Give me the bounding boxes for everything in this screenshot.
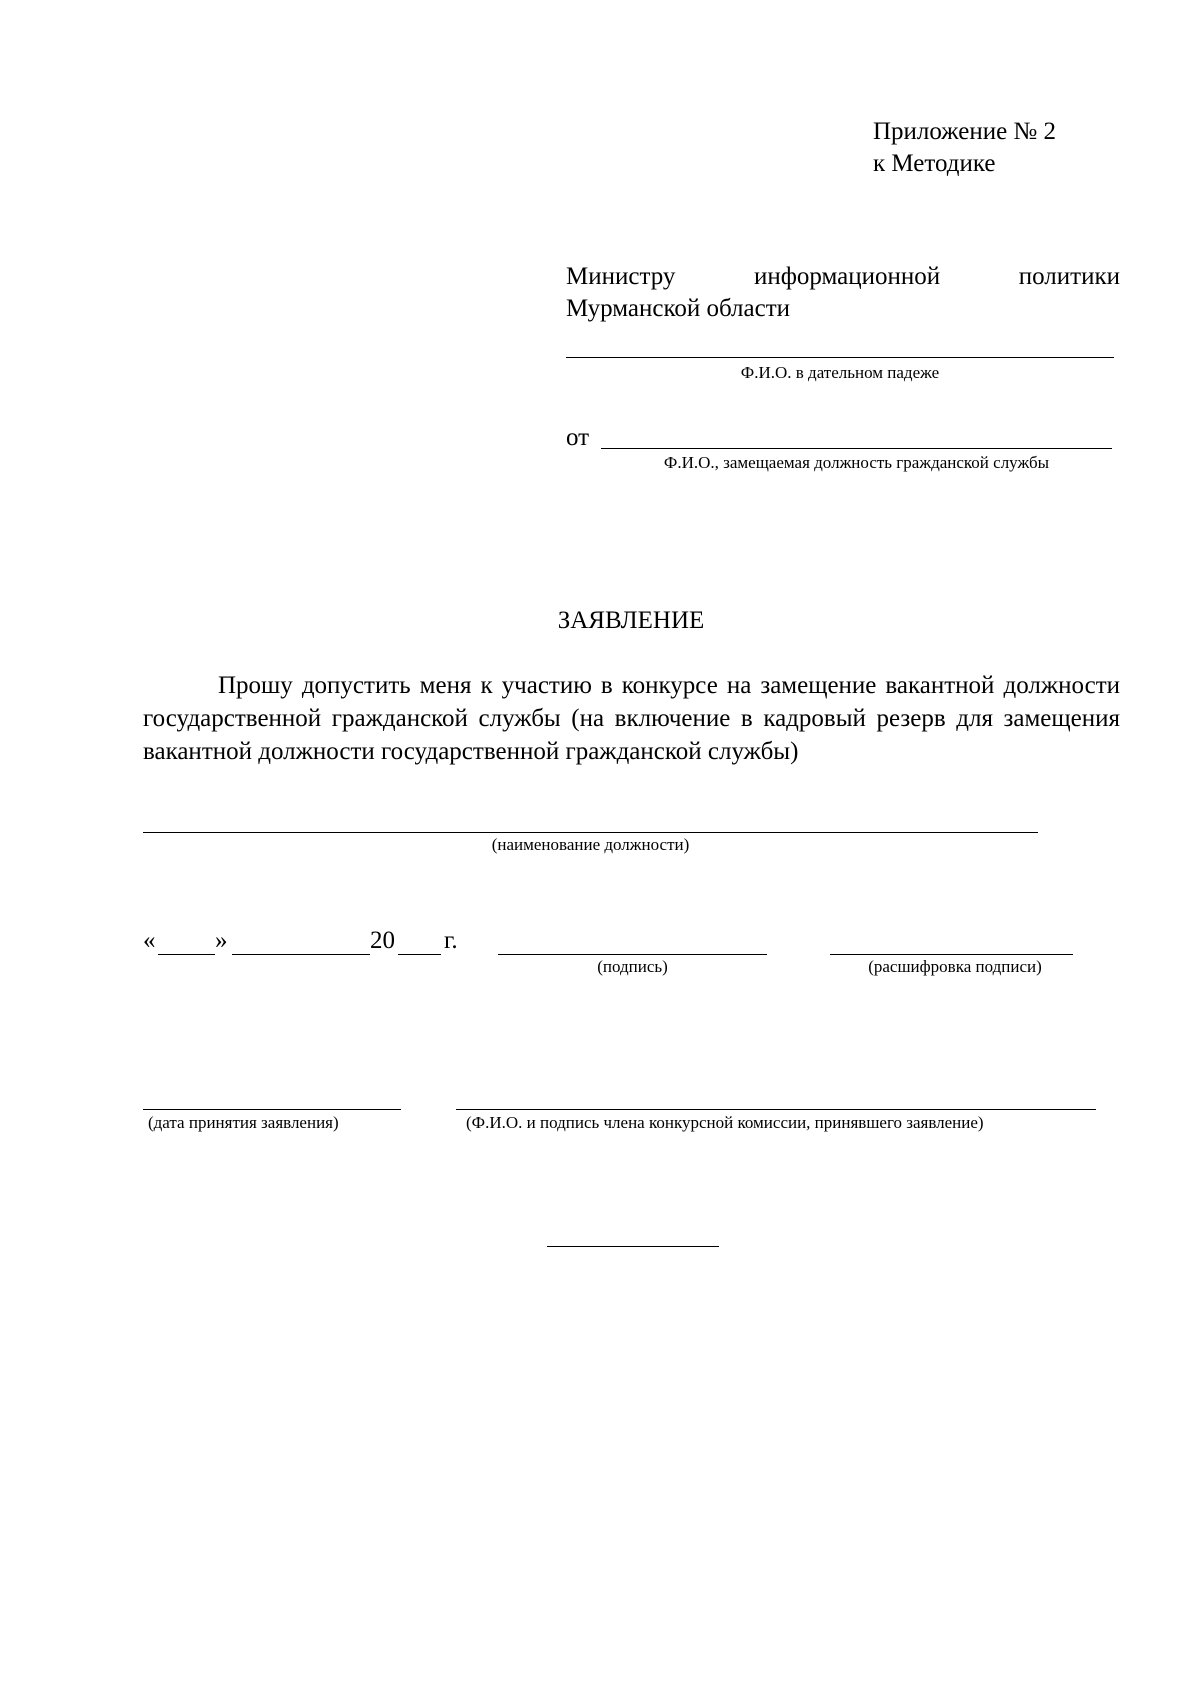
date-close-quote: » [215,927,228,954]
application-text-line: службы) [707,738,799,765]
application-text-line: Прошу допустить меня к участию в конкурсе на замещение вакантной [218,672,995,699]
acceptance-date-caption: (дата принятия заявления) [148,1113,339,1132]
commission-member-field[interactable] [456,1109,1096,1110]
from-label: от [566,424,590,451]
addressee-word: информационной [753,263,941,290]
signature-caption: (подпись) [597,957,668,976]
application-text-line: резерв для замещения вакантной должности государственной гражданской [143,705,1121,765]
appendix-reference: к Методике [873,150,996,177]
year-field[interactable] [398,954,441,955]
month-field[interactable] [232,954,370,955]
year-suffix: г. [444,927,458,954]
year-prefix: 20 [370,927,395,954]
appendix-number: Приложение № 2 [873,118,1057,145]
document-title: ЗАЯВЛЕНИЕ [557,607,705,634]
addressee-line-1 [566,261,1120,293]
recipient-fio-caption: Ф.И.О. в дательном падеже [740,363,940,382]
position-name-caption: (наименование должности) [491,835,690,854]
addressee-line-2: Мурманской области [566,295,791,322]
acceptance-date-field[interactable] [143,1109,401,1110]
signature-field[interactable] [498,954,767,955]
signature-decoding-field[interactable] [830,954,1073,955]
date-open-quote: « [143,927,156,954]
application-text-line: должности государственной гражданской службы (на включение в кадровый [143,672,1121,732]
day-field[interactable] [158,954,215,955]
addressee-block [566,261,1120,325]
sender-fio-caption: Ф.И.О., замещаемая должность гражданской службы [663,453,1050,472]
appendix-header [873,116,1173,180]
application-text [143,669,1120,768]
recipient-fio-field[interactable] [566,357,1114,358]
position-name-field[interactable] [143,832,1038,833]
sender-fio-field[interactable] [601,448,1112,449]
addressee-word: Министру [566,263,676,290]
signature-decoding-caption: (расшифровка подписи) [868,957,1042,976]
commission-member-caption: (Ф.И.О. и подпись члена конкурсной комиссии, принявшего заявление) [466,1113,984,1132]
end-separator [547,1246,719,1247]
addressee-word: политики [1018,263,1120,290]
